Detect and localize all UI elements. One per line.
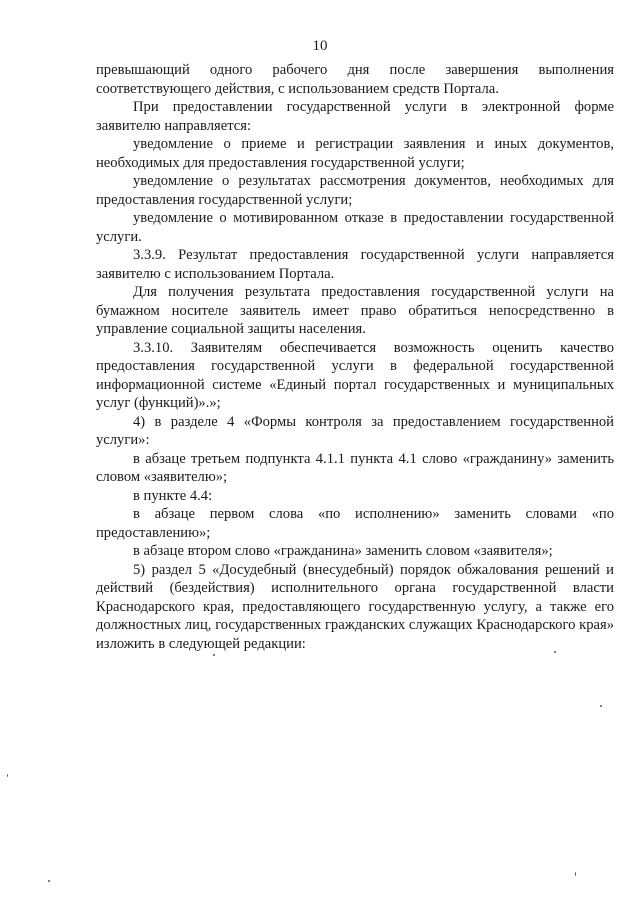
scan-speck [554, 651, 556, 653]
paragraph: в абзаце первом слова «по исполнению» заменить словами «по предоставлению»; [96, 506, 614, 541]
scan-speck [213, 654, 215, 656]
paragraph: 4) в разделе 4 «Формы контроля за предоставлением государственной услуги»: [96, 413, 614, 448]
paragraph: уведомление о приеме и регистрации заявления и иных документов, необходимых для предоставления государственной услуги; [96, 136, 614, 171]
scan-speck [48, 880, 50, 882]
paragraph: 3.3.9. Результат предоставления государственной услуги направляется заявителю с использованием Портала. [96, 247, 614, 282]
paragraph: превышающий одного рабочего дня после завершения выполнения соответствующего действия, с использованием средств Портала. [96, 62, 614, 97]
paragraph: в пункте 4.4: [133, 487, 213, 504]
paragraph: 3.3.10. Заявителям обеспечивается возможность оценить качество предоставления государственной услуги в федеральной государственной информационной системе «Единый портал государственных и муниципальных услуг (функций)».»; [96, 339, 614, 411]
paragraph: уведомление о результатах рассмотрения документов, необходимых для предоставления государственной услуги; [96, 173, 614, 208]
scan-speck [575, 872, 576, 876]
paragraph: 5) раздел 5 «Досудебный (внесудебный) порядок обжалования решений и действий (бездействия) исполнительного органа государственной власти Краснодарского края, предоставляющего государственную услугу, а также его должностных лиц, государственных гражданских служащих Краснодарского края» изложить в следующей редакции: [96, 561, 614, 652]
scan-speck [600, 705, 602, 707]
paragraph: Для получения результата предоставления государственной услуги на бумажном носителе заявитель имеет право обратиться непосредственно в управление социальной защиты населения. [96, 284, 614, 337]
paragraph: При предоставлении государственной услуги в электронной форме заявителю направляется: [96, 99, 614, 134]
paragraph: в абзаце третьем подпункта 4.1.1 пункта 4.1 слово «гражданину» заменить словом «заявителю»; [96, 450, 614, 485]
paragraph: в абзаце втором слово «гражданина» заменить словом «заявителя»; [133, 543, 553, 559]
document-body [96, 61, 614, 653]
paragraph: уведомление о мотивированном отказе в предоставлении государственной услуги. [96, 210, 614, 245]
page-number: 10 [312, 38, 328, 54]
scan-speck [7, 774, 8, 777]
